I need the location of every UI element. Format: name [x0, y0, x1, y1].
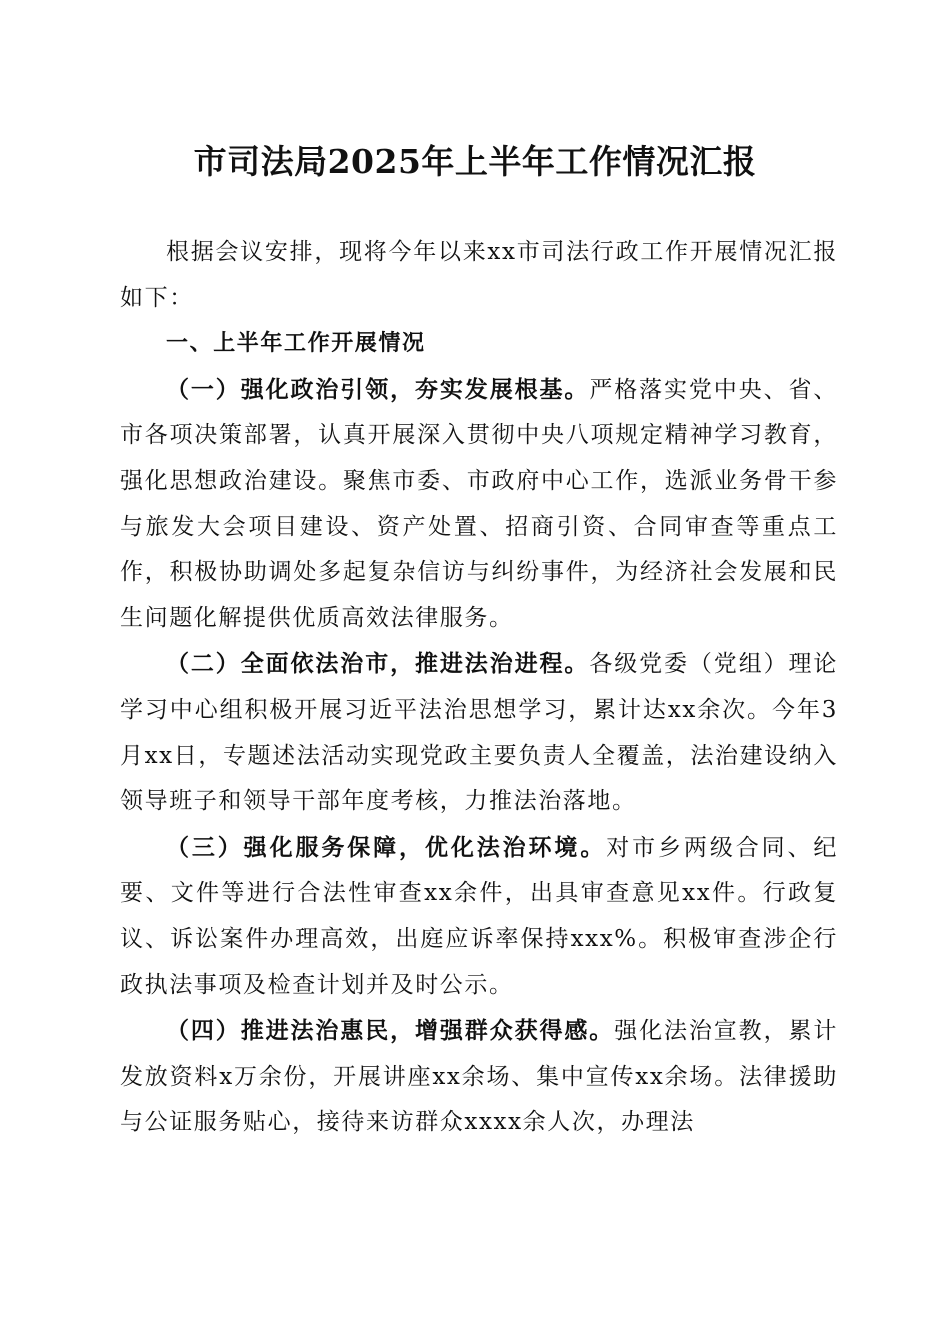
- paragraph-lead: （三）强化服务保障，优化法治环境。: [166, 833, 607, 861]
- paragraph-text: 各级党委（党组）理论学习中心组积极开展习近平法治思想学习，累计达xx余次。今年3月xx日，专题述法活动实现党政主要负责人全覆盖，法治建设纳入领导班子和领导干部年度考核，力推法治落地。: [120, 651, 839, 815]
- section-heading: 一、上半年工作开展情况: [166, 331, 426, 357]
- paragraph-3: [120, 825, 838, 1008]
- paragraph-2: [120, 641, 838, 824]
- paragraph-text: 严格落实党中央、省、市各项决策部署，认真开展深入贯彻中央八项规定精神学习教育，强化思想政治建设。聚焦市委、市政府中心工作，选派业务骨干参与旅发大会项目建设、资产处置、招商引资、合同审查等重点工作，积极协助调处多起复杂信访与纠纷事件，为经济社会发展和民生问题化解提供优质高效法律服务。: [120, 376, 839, 631]
- paragraph-1: [120, 367, 838, 642]
- paragraph-text: 强化法治宣教，累计发放资料x万余份，开展讲座xx余场、集中宣传xx余场。法律援助与公证服务贴心，接待来访群众xxxx余人次，办理法: [120, 1018, 838, 1136]
- paragraph-lead: （二）全面依法治市，推进法治进程。: [166, 650, 590, 678]
- document-body: [120, 230, 838, 1146]
- document-title: 市司法局2025年上半年工作情况汇报: [193, 142, 757, 181]
- paragraph-lead: （四）推进法治惠民，增强群众获得感。: [166, 1017, 615, 1045]
- paragraph-text: 对市乡两级合同、纪要、文件等进行合法性审查xx余件，出具审查意见xx件。行政复议、诉讼案件办理高效，出庭应诉率保持xxx%。积极审查涉企行政执法事项及检查计划并及时公示。: [120, 834, 838, 998]
- paragraph-lead: （一）强化政治引领，夯实发展根基。: [166, 375, 590, 403]
- paragraph-4: [120, 1008, 838, 1146]
- intro-paragraph: 根据会议安排，现将今年以来xx市司法行政工作开展情况汇报如下：: [120, 239, 838, 311]
